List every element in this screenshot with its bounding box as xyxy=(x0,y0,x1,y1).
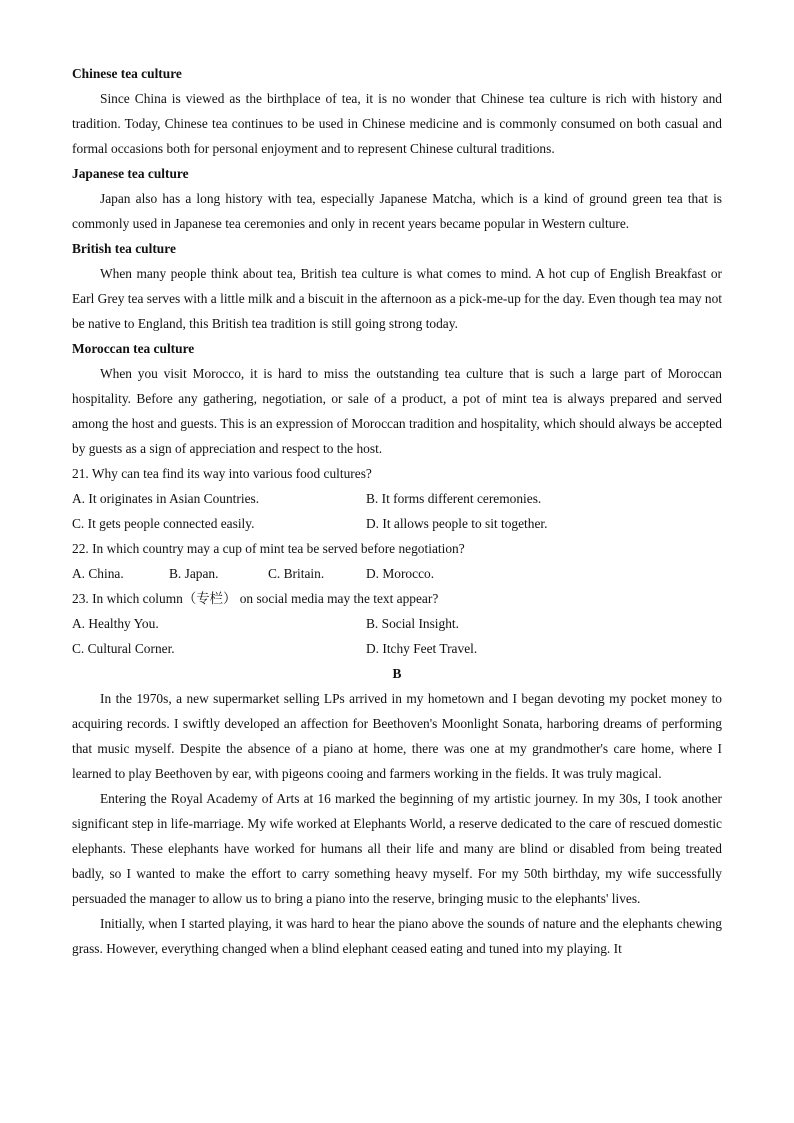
option-d: D. Itchy Feet Travel. xyxy=(366,641,478,656)
option-c: C. It gets people connected easily. xyxy=(72,516,255,531)
option-b: B. Social Insight. xyxy=(366,616,459,631)
passage-b-letter: B xyxy=(392,666,402,681)
section-moroccan xyxy=(72,336,722,461)
option-a: A. It originates in Asian Countries. xyxy=(72,491,260,506)
section-japanese xyxy=(72,161,722,236)
option-a: A. China. xyxy=(72,566,124,581)
option-b: B. Japan. xyxy=(169,566,219,581)
section-text: Since China is viewed as the birthplace of tea, it is no wonder that Chinese tea culture is rich with history and tradition. Today, Chinese tea continues to be used in Chinese medicine and is commonly consumed on both casual and formal occasions both for personal enjoyment and to represent Chinese cultural traditions. xyxy=(72,91,722,156)
option-a: A. Healthy You. xyxy=(72,616,159,631)
option-d: D. Morocco. xyxy=(366,566,435,581)
section-heading: Japanese tea culture xyxy=(72,166,189,181)
passage-b-paragraph: In the 1970s, a new supermarket selling LPs arrived in my hometown and I began devoting my pocket money to acquiring records. I swiftly developed an affection for Beethoven's Moonlight Sonata, harboring dreams of performing that music myself. Despite the absence of a piano at home, there was one at my grandmother's care home, where I learned to play Beethoven by ear, with pigeons cooing and farmers working in the fields. It was truly magical. xyxy=(72,691,722,781)
section-text: Japan also has a long history with tea, especially Japanese Matcha, which is a kind of ground green tea that is commonly used in Japanese tea ceremonies and only in recent years became popular in Western culture. xyxy=(72,191,722,231)
section-chinese xyxy=(72,61,722,161)
section-british xyxy=(72,236,722,336)
section-heading: Moroccan tea culture xyxy=(72,341,195,356)
document-page xyxy=(72,61,722,961)
question-23 xyxy=(72,586,722,661)
option-row xyxy=(72,611,722,636)
question-21 xyxy=(72,461,722,536)
passage-b-paragraph: Entering the Royal Academy of Arts at 16 marked the beginning of my artistic journey. In my 30s, I took another significant step in life-marriage. My wife worked at Elephants World, a reserve dedicated to the care of rescued domestic elephants. These elephants have worked for humans all their life and many are blind or disabled from being treated badly, so I wanted to make the effort to carry something heavy myself. For my 50th birthday, my wife successfully persuaded the manager to allow us to bring a piano into the reserve, bringing music to the elephants' lives. xyxy=(72,791,722,906)
option-c: C. Britain. xyxy=(268,566,325,581)
option-b: B. It forms different ceremonies. xyxy=(366,491,542,506)
option-row xyxy=(72,486,722,511)
option-row xyxy=(72,636,722,661)
section-heading: Chinese tea culture xyxy=(72,66,182,81)
option-row xyxy=(72,511,722,536)
option-c: C. Cultural Corner. xyxy=(72,641,175,656)
section-heading: British tea culture xyxy=(72,241,176,256)
question-stem: 21. Why can tea find its way into various food cultures? xyxy=(72,466,372,481)
question-22 xyxy=(72,536,722,586)
section-text: When many people think about tea, British tea culture is what comes to mind. A hot cup of English Breakfast or Earl Grey tea serves with a little milk and a biscuit in the afternoon as a pick-me-up for the day. Even though tea may not be native to England, this British tea tradition is still going strong today. xyxy=(72,266,722,331)
question-stem: 22. In which country may a cup of mint tea be served before negotiation? xyxy=(72,541,465,556)
option-row xyxy=(72,561,722,586)
question-stem: 23. In which column（专栏） on social media may the text appear? xyxy=(72,591,439,606)
section-text: When you visit Morocco, it is hard to miss the outstanding tea culture that is such a large part of Moroccan hospitality. Before any gathering, negotiation, or sale of a product, a pot of mint tea is always prepared and served among the host and guests. This is an expression of Moroccan tradition and hospitality, which should always be accepted by guests as a sign of appreciation and respect to the host. xyxy=(72,366,722,456)
option-d: D. It allows people to sit together. xyxy=(366,516,548,531)
passage-b-paragraph: Initially, when I started playing, it was hard to hear the piano above the sounds of nature and the elephants chewing grass. However, everything changed when a blind elephant ceased eating and tuned into my playing. It xyxy=(72,916,722,956)
